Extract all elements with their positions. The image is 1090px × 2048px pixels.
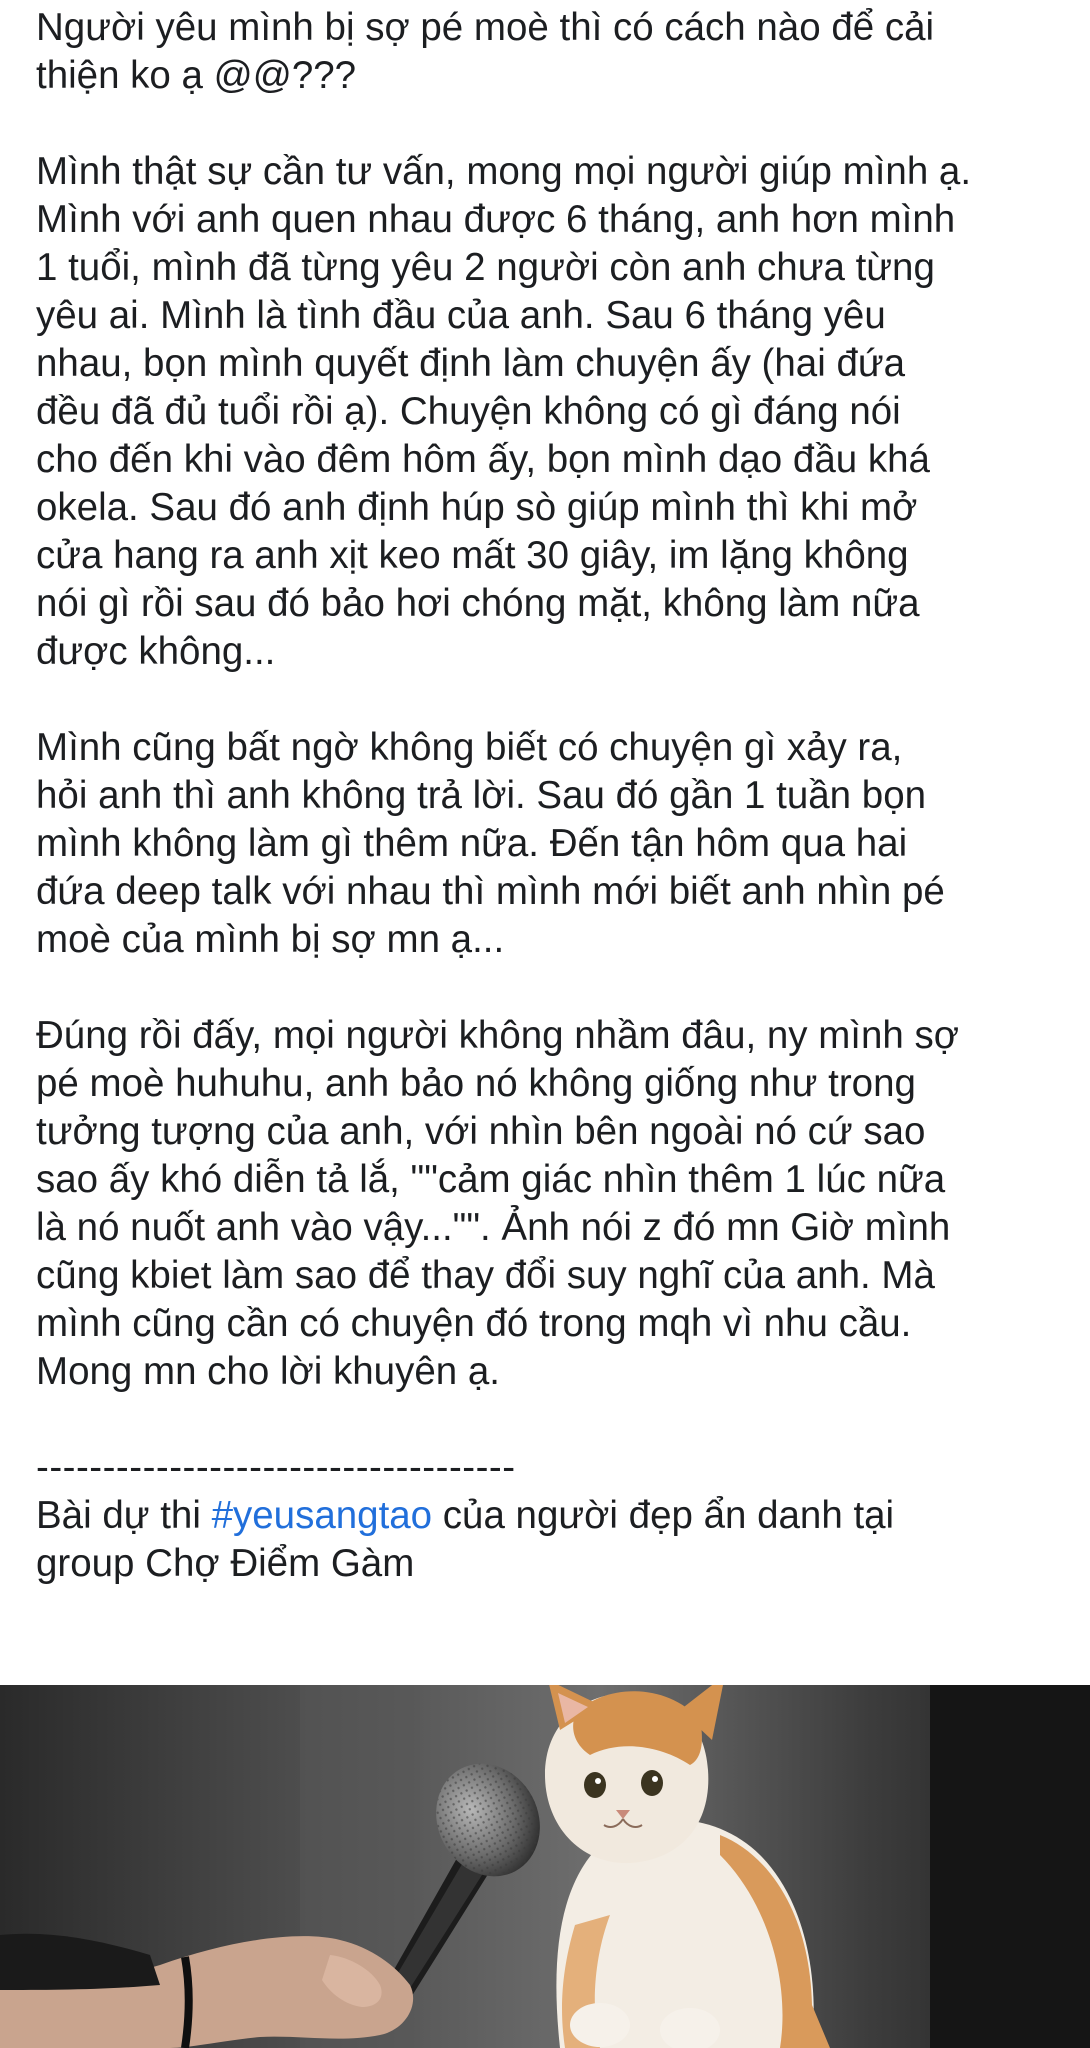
paragraph-gap xyxy=(36,1396,1066,1444)
post-image[interactable] xyxy=(0,1685,1090,2048)
cat-microphone-illustration xyxy=(0,1685,1090,2048)
post-footer xyxy=(36,1492,1066,1588)
footer-suffix: của người đẹp ẩn danh tại group Chợ Điểm Gàm xyxy=(36,1494,895,1585)
footer-prefix: Bài dự thi xyxy=(36,1494,212,1537)
post-paragraph-2: Mình cũng bất ngờ không biết có chuyện gì xảy ra, hỏi anh thì anh không trả lời. Sau đó gần 1 tuần bọn mình không làm gì thêm nữa. Đến tận hôm qua hai đứa deep talk với nhau thì mình mới biết anh nhìn pé moè của mình bị sợ mn ạ... xyxy=(36,726,945,961)
paragraph-gap xyxy=(36,676,1066,724)
post-body xyxy=(36,0,1066,1588)
paragraph-gap xyxy=(36,964,1066,1012)
hashtag-link[interactable]: #yeusangtao xyxy=(211,1494,433,1537)
divider-line: ------------------------------------ xyxy=(36,1446,516,1489)
post-title: Người yêu mình bị sợ pé moè thì có cách nào để cải thiện ko ạ @@??? xyxy=(36,6,935,97)
post-paragraph-1: Mình thật sự cần tư vấn, mong mọi người giúp mình ạ. Mình với anh quen nhau được 6 tháng, anh hơn mình 1 tuổi, mình đã từng yêu 2 người còn anh chưa từng yêu ai. Mình là tình đầu của anh. Sau 6 tháng yêu nhau, bọn mình quyết định làm chuyện ấy (hai đứa đều đã đủ tuổi rồi ạ). Chuyện không có gì đáng nói cho đến khi vào đêm hôm ấy, bọn mình dạo đầu khá okela. Sau đó anh định húp sò giúp mình thì khi mở cửa hang ra anh xịt keo mất 30 giây, im lặng không nói gì rồi sau đó bảo hơi chóng mặt, không làm nữa được không... xyxy=(36,150,972,673)
paragraph-gap xyxy=(36,100,1066,148)
post-paragraph-3: Đúng rồi đấy, mọi người không nhầm đâu, ny mình sợ pé moè huhuhu, anh bảo nó không giống như trong tưởng tượng của anh, với nhìn bên ngoài nó cứ sao sao ấy khó diễn tả lắ, ""cảm giác nhìn thêm 1 lúc nữa là nó nuốt anh vào vậy..."". Ảnh nói z đó mn Giờ mình cũng kbiet làm sao để thay đổi suy nghĩ của anh. Mà mình cũng cần có chuyện đó trong mqh vì nhu cầu. Mong mn cho lời khuyên ạ. xyxy=(36,1014,960,1393)
